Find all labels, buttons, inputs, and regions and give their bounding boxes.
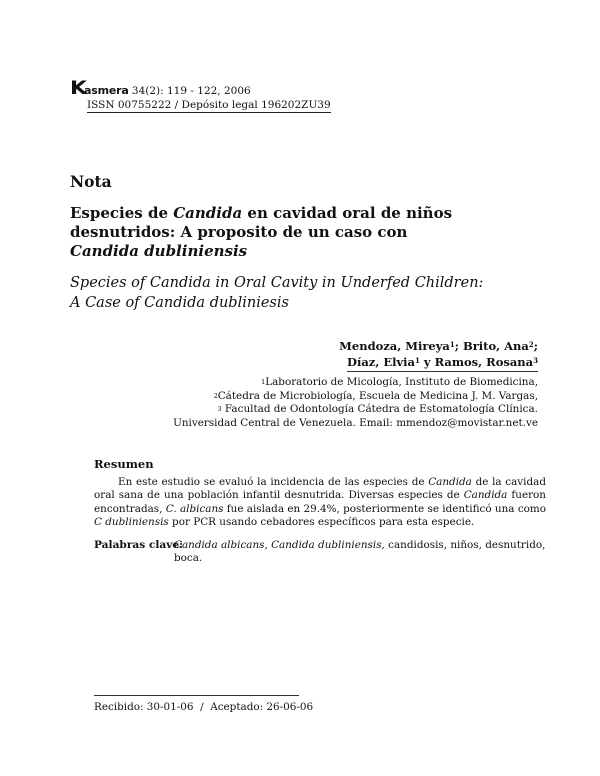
- journal-logo: [70, 77, 129, 99]
- author-name: Mendoza, Mireya: [339, 339, 450, 353]
- title-spanish: Especies de Candida en cavidad oral de niños desnutridos: A proposito de un caso con Candida dubliniensis: [70, 204, 453, 260]
- logo-initial: K: [70, 77, 86, 99]
- affiliations: [173, 376, 538, 430]
- author-line-2: Díaz, Elvia$^1$ y Ramos, Rosana$^3$: [347, 354, 538, 372]
- affiliation: $^3$ Facultad de Odontología Cátedra de Estomatología Clínica.: [217, 403, 538, 415]
- abstract-body: En este estudio se evaluó la incidencia de las especies de Candida de la cavidad oral sana de una población infantil desnutrida. Diversas especies de Candida fueron encontradas, C. albicans fue aislada en 29.4%, posteriormente se identificó una como C dubliniensis por PCR usando cebadores específicos para esta especie.: [94, 476, 547, 529]
- affiliation: $^1$Laboratorio de Micología, Instituto de Biomedicina,: [261, 376, 538, 388]
- author-line-1: Mendoza, Mireya$^1$; Brito, Ana$^2$;: [339, 339, 538, 353]
- affiliation-email: Universidad Central de Venezuela. Email: mmendoz@movistar.net.ve: [173, 416, 538, 429]
- keywords: [94, 539, 546, 566]
- section-label: Nota: [70, 172, 112, 191]
- footer-divider: [94, 695, 299, 696]
- author-name: Díaz, Elvia: [347, 355, 415, 369]
- title-italic-candida: Candida: [173, 204, 243, 222]
- citation: 34(2): 119 - 122, 2006: [131, 85, 251, 97]
- author-list: [339, 338, 538, 372]
- title-english: Species of Candida in Oral Cavity in Underfed Children: A Case of Candida dubliniesis: [70, 275, 484, 311]
- keywords-label: Palabras clave:: [94, 539, 184, 551]
- abstract-heading: Resumen: [94, 457, 154, 471]
- keywords-text: Candida albicans, Candida dubliniensis, candidosis, niños, desnutrido, boca.: [174, 539, 546, 565]
- author-name: Ramos, Rosana: [434, 355, 534, 369]
- received-accepted-dates: Recibido: 30-01-06 / Aceptado: 26-06-06: [94, 701, 314, 713]
- issn-line: ISSN 00755222 / Depósito legal 196202ZU39: [87, 99, 331, 111]
- logo-text: asmera: [84, 84, 129, 97]
- title-italic-species: Candida dubliniensis: [70, 242, 248, 260]
- journal-masthead: [70, 77, 331, 113]
- author-name: Brito, Ana: [463, 339, 529, 353]
- affiliation: $^2$Cátedra de Microbiología, Escuela de Medicina J. M. Vargas,: [213, 389, 538, 402]
